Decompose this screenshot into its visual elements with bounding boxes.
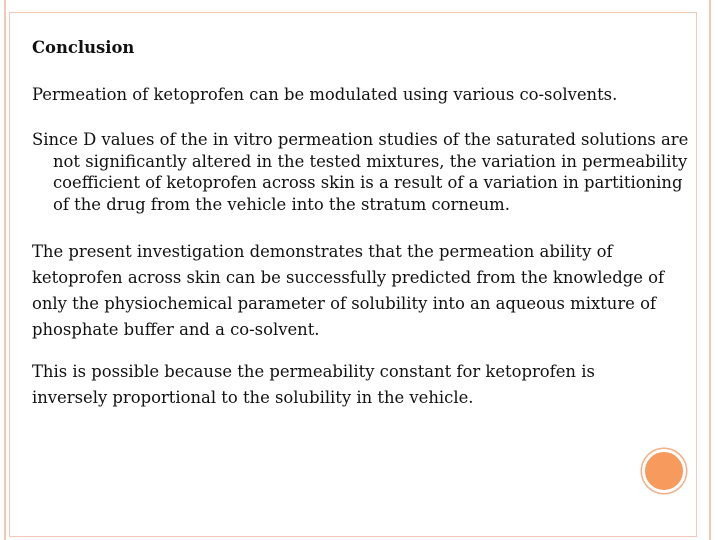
paragraph-investigation: The present investigation demonstrates that the permeation ability of ketoprofen across skin can be successfully predicted from the knowledge of only the physiochemical parameter of solubility into an aqueous mixture of phosphate buffer and a co-solvent. [32,242,665,339]
paragraph-cosolvents: Permeation of ketoprofen can be modulated using various co-solvents. [32,85,618,104]
slide-content [32,36,702,427]
left-decorative-line [4,0,6,540]
paragraph-d-values: Since D values of the in vitro permeation studies of the saturated solutions are not significantly altered in the tested mixtures, the variation in permeability coefficient of ketoprofen across skin is a result of a variation in partitioning of the drug from the vehicle into the stratum corneum. [32,130,689,214]
accent-circle-decoration [642,449,686,493]
right-decorative-line [709,0,711,540]
paragraph-permeability-constant: This is possible because the permeability constant for ketoprofen is inversely proportional to the solubility in the vehicle. [32,362,595,407]
slide-heading: Conclusion [32,38,135,57]
